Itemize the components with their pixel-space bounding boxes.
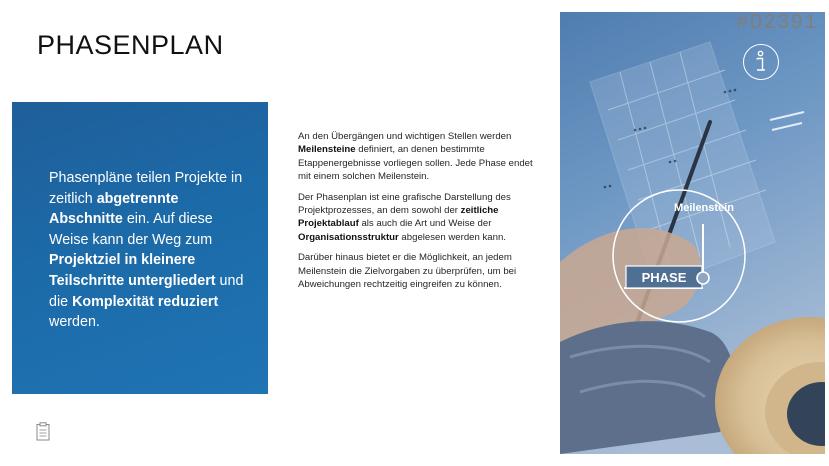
summary-bold-3: Komplexität reduziert bbox=[72, 293, 219, 310]
paragraph-2 bbox=[298, 191, 534, 245]
p1-text-2: definiert, an denen bestimmte Etappenergebnisse vorliegen sollen. Jede Phase endet mit einem solchen Meilenstein. bbox=[298, 144, 533, 183]
summary-text-1: Phasenpläne teilen Projekte in zeitlich bbox=[49, 170, 243, 207]
photo-illustration bbox=[560, 12, 825, 454]
body-text bbox=[298, 130, 534, 298]
paragraph-3 bbox=[298, 251, 534, 291]
milestone-label: Meilenstein bbox=[674, 202, 734, 214]
p1-bold-1: Meilensteine bbox=[298, 144, 356, 156]
p2-bold-1: zeitliche Projektablauf bbox=[298, 205, 499, 230]
desk-photo bbox=[560, 12, 825, 454]
clipboard-icon bbox=[36, 422, 50, 446]
slide-id-stamp: #D2391 bbox=[736, 12, 818, 35]
page-title: PHASENPLAN bbox=[37, 30, 224, 60]
summary-text-3: und die bbox=[49, 272, 244, 310]
info-glyph bbox=[744, 45, 777, 78]
p2-text-1: Der Phasenplan ist eine grafische Darstellung des Projektprozesses, an dem sowohl der bbox=[298, 191, 511, 217]
summary-bold-2: Projektziel in kleinere Teilschritte untergliedert bbox=[49, 252, 216, 289]
p2-bold-2: Organisationsstruktur bbox=[298, 231, 399, 243]
paragraph-1 bbox=[298, 130, 534, 184]
summary-text-2: ein. Auf diese Weise kann der Weg zum bbox=[49, 211, 213, 248]
p2-text-2: als auch die Art und Weise der bbox=[358, 218, 492, 230]
p2-text-3: abgelesen werden kann. bbox=[398, 231, 506, 243]
info-icon[interactable] bbox=[743, 44, 779, 80]
p3-text-1: Darüber hinaus bietet er die Möglichkeit, an jedem Meilenstein die Zielvorgaben zu überprüfen, um bei Abweichungen rechtzeitig eingreifen zu können. bbox=[298, 252, 517, 291]
p1-text-1: An den Übergängen und wichtigen Stellen werden bbox=[298, 131, 512, 142]
summary-bold-1: abgetrennte Abschnitte bbox=[49, 190, 179, 228]
phase-label: PHASE bbox=[641, 270, 687, 285]
summary-text-4: werden. bbox=[49, 314, 100, 331]
summary-box bbox=[12, 102, 268, 394]
